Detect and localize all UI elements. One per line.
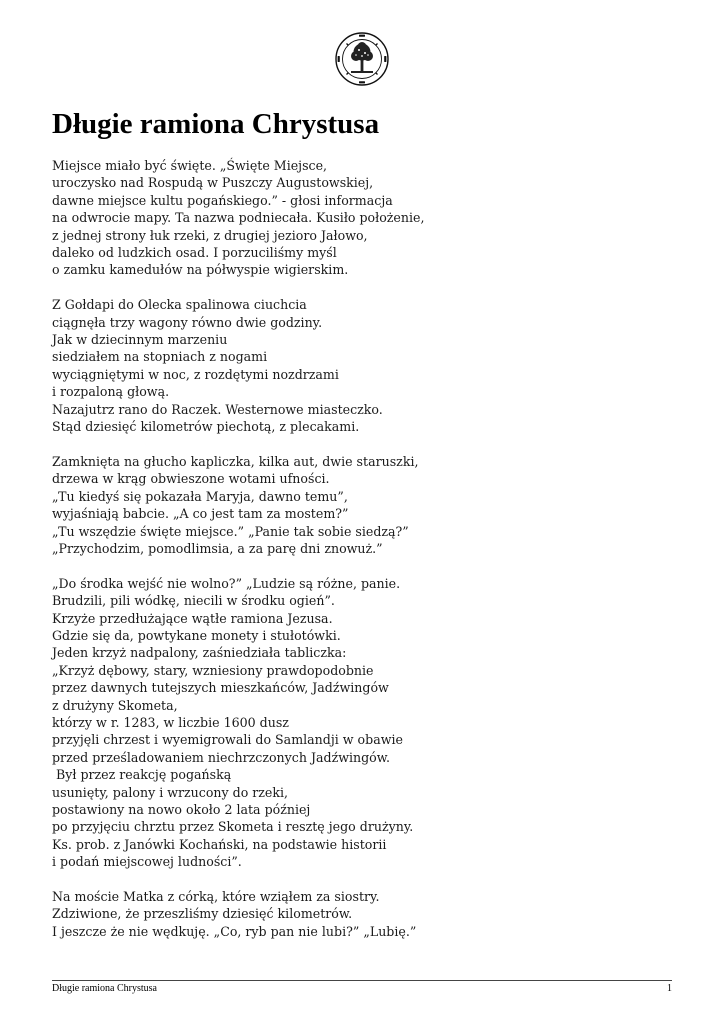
document-title: Długie ramiona Chrystusa: [52, 108, 380, 140]
poem-line: Miejsce miało być święte. „Święte Miejsce,: [52, 158, 328, 173]
stanza: [52, 296, 672, 435]
poem-line: daleko od ludzkich osad. I porzuciliśmy myśl: [52, 245, 337, 261]
poem-line: „Krzyż dębowy, stary, wzniesiony prawdopodobnie: [52, 662, 374, 678]
poem-line: Z Gołdapi do Olecka spalinowa ciuchcia: [52, 297, 307, 313]
stanza: [52, 453, 672, 557]
poem-line: na odwrocie mapy. Ta nazwa podniecała. Kusiło położenie,: [52, 210, 425, 226]
poem-line: „Do środka wejść nie wolno?” „Ludzie są różne, panie.: [52, 575, 401, 591]
footer-divider: [52, 980, 672, 981]
poem-line: Krzyże przedłużające wątłe ramiona Jezusa.: [52, 610, 333, 626]
stanza: [52, 157, 672, 279]
poem-line: uroczysko nad Rospudą w Puszczy Augustowskiej,: [52, 175, 374, 191]
poem-line: usunięty, palony i wrzucony do rzeki,: [52, 784, 289, 800]
poem-line: Zdziwione, że przeszliśmy dziesięć kilometrów.: [52, 906, 353, 922]
poem-line: dawne miejsce kultu pogańskiego.” - głosi informacja: [52, 192, 393, 208]
poem-line: Stąd dziesięć kilometrów piechotą, z plecakami.: [52, 419, 360, 435]
poem-line: Gdzie się da, powtykane monety i stułotówki.: [52, 627, 341, 643]
tree-seal-icon: [335, 32, 389, 86]
poem-line: drzewa w krąg obwieszone wotami ufności.: [52, 471, 330, 487]
poem-line: Zamknięta na głucho kapliczka, kilka aut, dwie staruszki,: [52, 453, 419, 469]
poem-line: o zamku kamedułów na półwyspie wigierskim.: [52, 262, 349, 278]
poem-line: postawiony na nowo około 2 lata później: [52, 801, 311, 817]
poem-line: Na moście Matka z córką, które wziąłem za siostry.: [52, 889, 380, 904]
poem-body: [52, 157, 672, 958]
stanza: [52, 888, 672, 940]
poem-line: „Przychodzim, pomodlimsia, a za parę dni znowuż.”: [52, 540, 383, 556]
footer-title: Długie ramiona Chrystusa: [52, 983, 157, 994]
poem-line: z jednej strony łuk rzeki, z drugiej jezioro Jałowo,: [52, 227, 368, 243]
poem-line: przyjęli chrzest i wyemigrowali do Samlandji w obawie: [52, 732, 403, 748]
poem-line: Nazajutrz rano do Raczek. Westernowe miasteczko.: [52, 401, 383, 417]
poem-line: którzy w r. 1283, w liczbie 1600 dusz: [52, 714, 289, 730]
poem-line: i rozpaloną głową.: [52, 384, 170, 400]
poem-line: wyjaśniają babcie. „A co jest tam za mostem?”: [52, 506, 349, 522]
poem-line: „Tu kiedyś się pokazała Maryja, dawno temu”,: [52, 488, 348, 504]
poem-line: przez dawnych tutejszych mieszkańców, Jadźwingów: [52, 680, 389, 696]
poem-line: siedziałem na stopniach z nogami: [52, 349, 268, 365]
page-number: 1: [667, 983, 672, 994]
poem-line: Jak w dziecinnym marzeniu: [52, 332, 228, 348]
poem-line: „Tu wszędzie święte miejsce.” „Panie tak sobie siedzą?”: [52, 523, 409, 539]
poem-line: Brudzili, pili wódkę, niecili w środku ogień”.: [52, 593, 335, 609]
poem-line: Ks. prob. z Janówki Kochański, na podstawie historii: [52, 836, 387, 852]
poem-line: Był przez reakcję pogańską: [52, 767, 232, 783]
poem-line: wyciągniętymi w noc, z rozdętymi nozdrzami: [52, 366, 339, 382]
poem-line: po przyjęciu chrztu przez Skometa i resztę jego drużyny.: [52, 819, 414, 835]
poem-line: Jeden krzyż nadpalony, zaśniedziała tabliczka:: [52, 645, 347, 661]
poem-line: przed prześladowaniem niechrzczonych Jadźwingów.: [52, 749, 391, 765]
poem-line: ciągnęła trzy wagony równo dwie godziny.: [52, 314, 323, 330]
poem-line: I jeszcze że nie wędkuję. „Co, ryb pan nie lubi?” „Lubię.”: [52, 923, 417, 939]
poem-line: z drużyny Skometa,: [52, 697, 178, 713]
poem-line: i podań miejscowej ludności”.: [52, 854, 242, 870]
stanza: [52, 575, 672, 871]
